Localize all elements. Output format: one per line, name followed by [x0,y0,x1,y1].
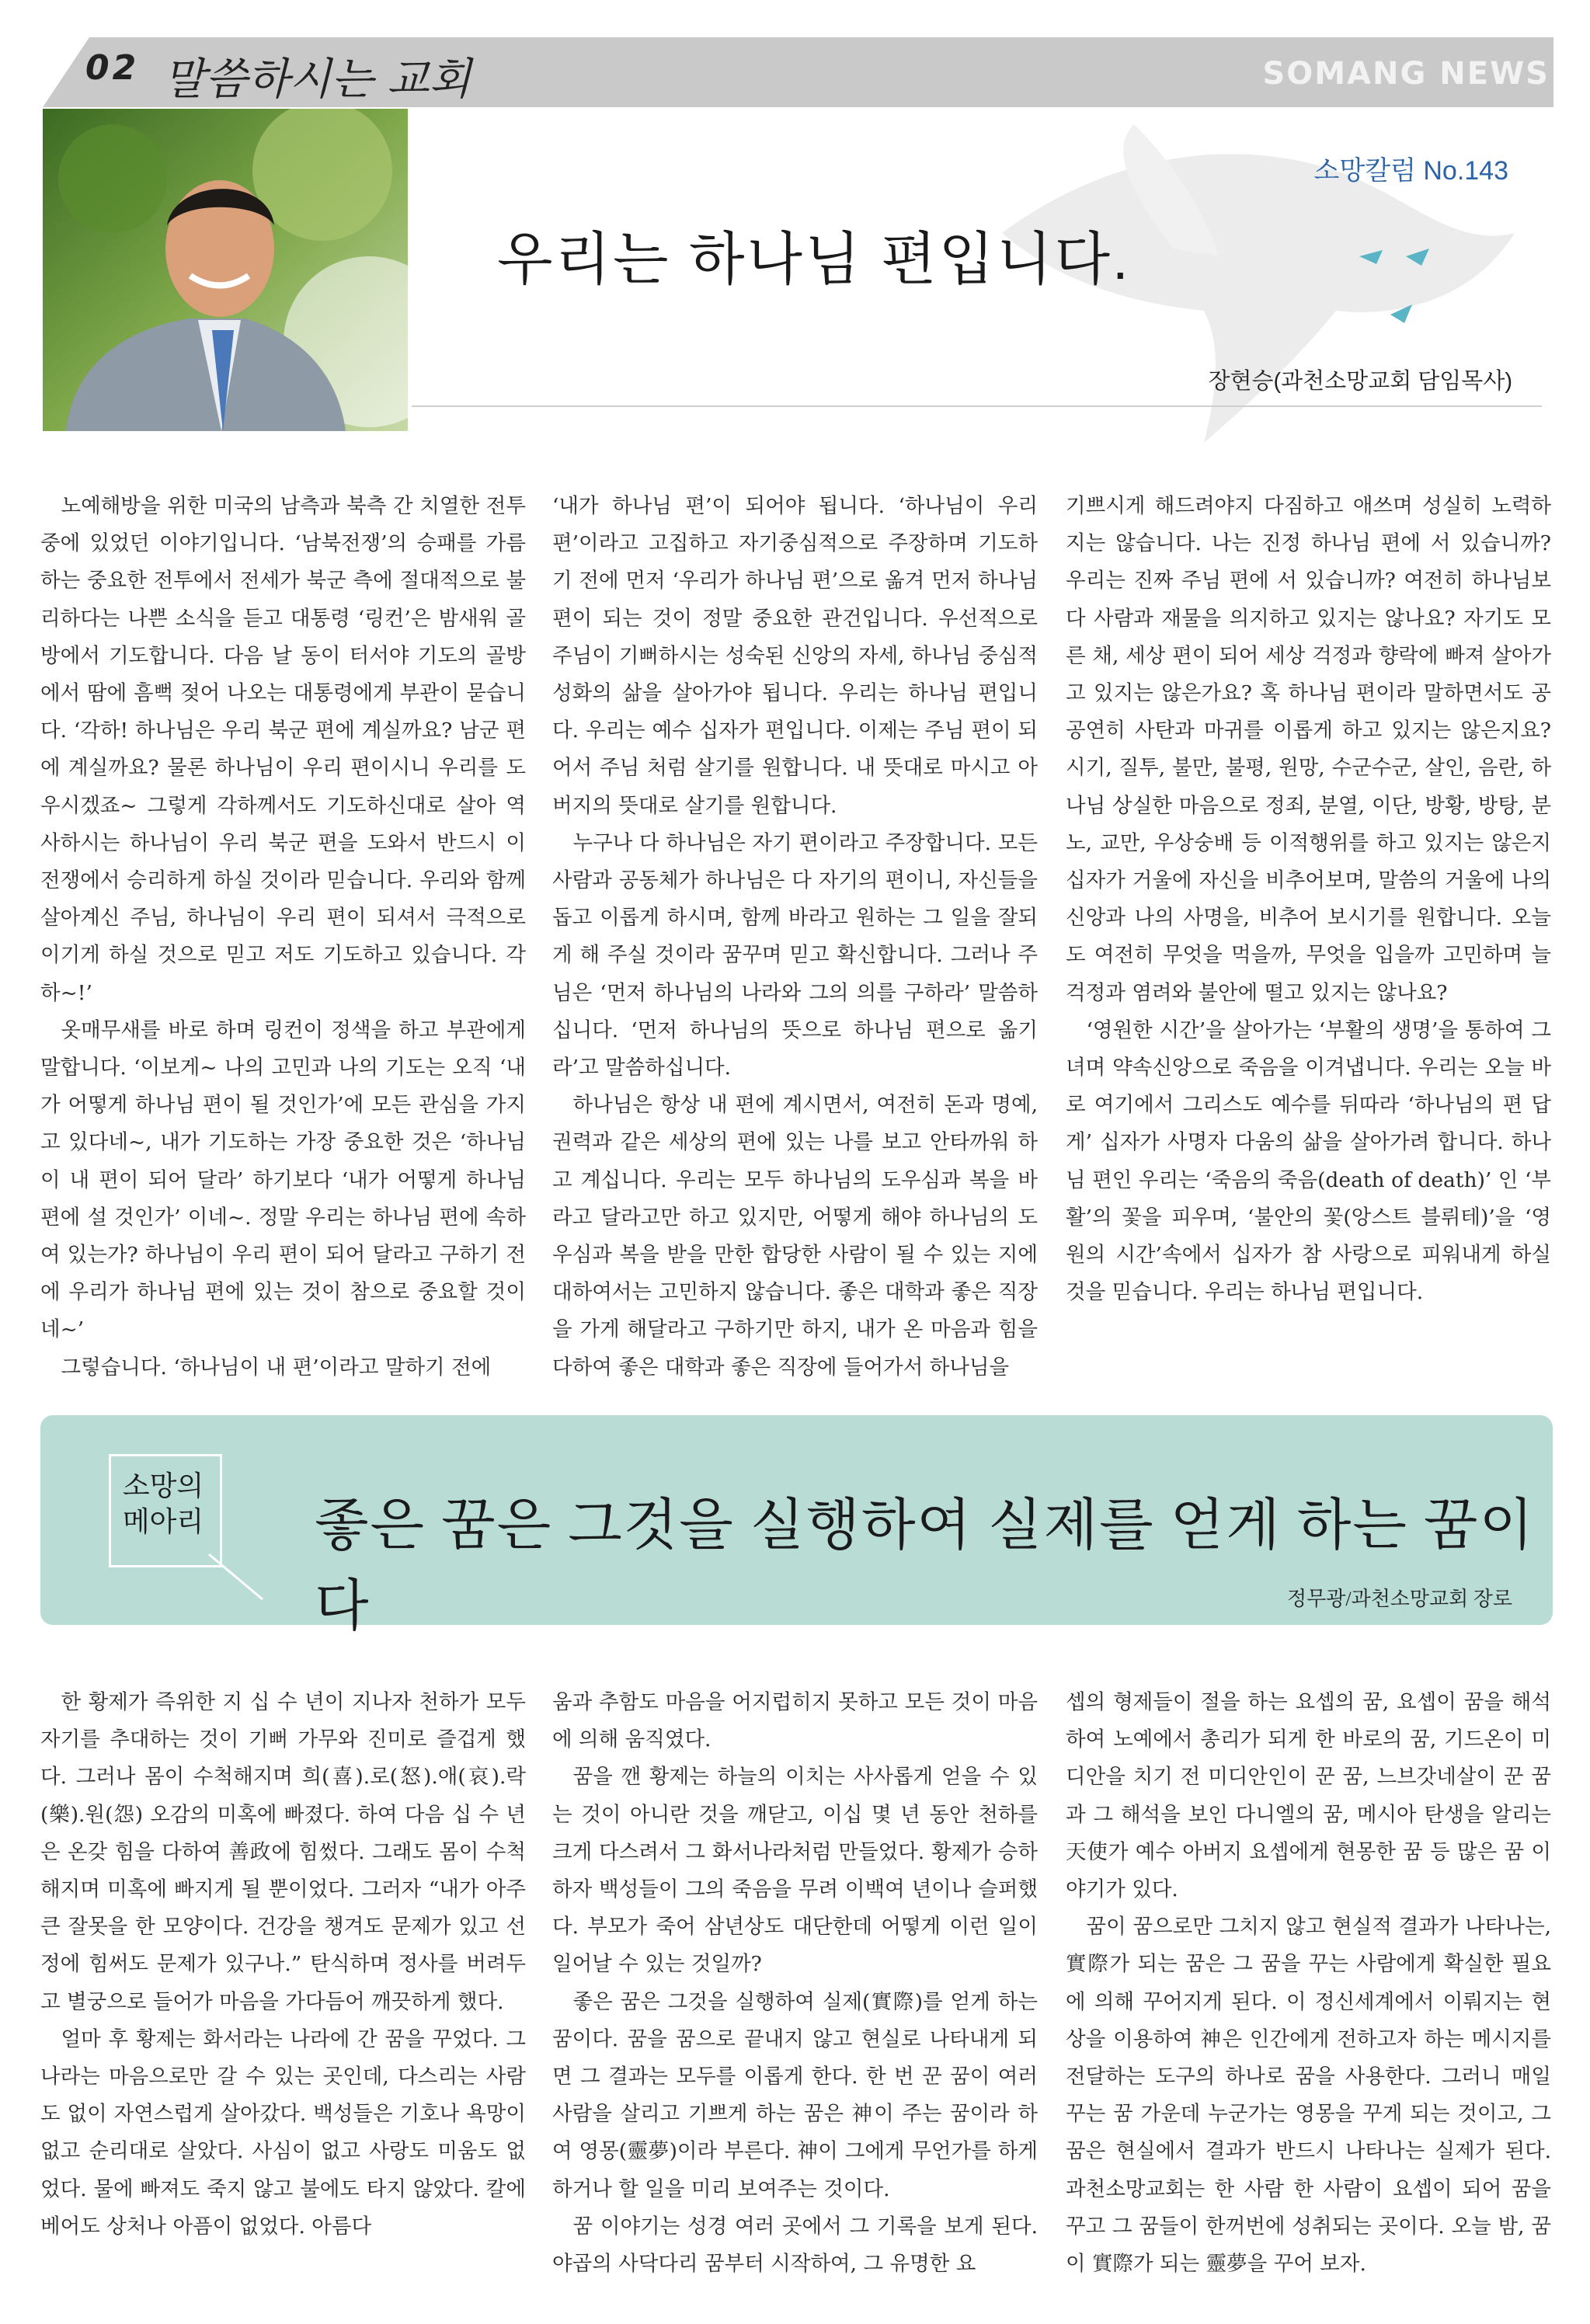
article2-title: 좋은 꿈은 그것을 실행하여 실제를 얻게 하는 꿈이다 [315,1494,1536,1637]
paragraph: 한 황제가 즉위한 지 십 수 년이 지나자 천하가 모두 자기를 추대하는 것이 기뻐 가무와 진미로 즐겁게 했다. 그러나 몸이 수척해지며 희(喜).로(怒).애(哀).락(樂).원(怨) 오감의 미혹에 빠졌다. 하여 다음 십 수 년은 온갖 힘을 다하여 善政에 힘썼다. 그래도 몸이 수척해지며 미혹에 빠지게 될 뿐이었다. 그러자 “내가 아주 큰 잘못을 한 모양이다. 건강을 챙겨도 문제가 있고 선정에 힘써도 문제가 있구나.” 탄식하며 정사를 버려두고 별궁으로 들어가 마음을 가다듬어 깨끗하게 했다. [40,1690,526,2014]
paragraph: 기쁘시게 해드려야지 다짐하고 애쓰며 성실히 노력하지는 않습니다. 나는 진정 하나님 편에 서 있습니까? 우리는 진짜 주님 편에 서 있습니까? 여전히 하나님보다 사람과 재물을 의지하고 있지는 않나요? 자기도 모른 채, 세상 편이 되어 세상 걱정과 향락에 빠져 살아가고 있지는 않은가요? 혹 하나님 편이라 말하면서도 공공연히 사탄과 마귀를 이롭게 하고 있지는 않은지요? 시기, 질투, 불만, 불평, 원망, 수군수군, 살인, 음란, 하나님 상실한 마음으로 정죄, 분열, 이단, 방황, 방탕, 분노, 교만, 우상숭배 등 이적행위를 하고 있지는 않은지 십자가 거울에 자신을 비추어보며, 말씀의 거울에 나의 신앙과 나의 사명을, 비추어 보시기를 원합니다. 오늘도 여전히 무엇을 먹을까, 무엇을 입을까 고민하며 늘 걱정과 염려와 불안에 떨고 있지는 않나요? [1066,494,1551,1005]
article-author: 장현승(과천소망교회 담임목사) [1208,369,1512,394]
article-column-2 [552,488,1038,1386]
paragraph: 꿈을 깬 황제는 하늘의 이치는 사사롭게 얻을 수 있는 것이 아니란 것을 깨닫고, 이십 몇 년 동안 천하를 크게 다스려서 그 화서나라처럼 만들었다. 황제가 승하하자 백성들이 그의 죽음을 무려 이백여 년이나 슬퍼했다. 부모가 죽어 삼년상도 대단한데 어떻게 이런 일이 일어날 수 있는 것일까? [552,1765,1038,1977]
paragraph: 꿈 이야기는 성경 여러 곳에서 그 기록을 보게 된다. 야곱의 사닥다리 꿈부터 시작하여, 그 유명한 요 [552,2214,1038,2277]
article-title: 우리는 하나님 편입니다. [497,227,1131,291]
article2-column-1 [40,1684,526,2246]
article2-column-3 [1066,1684,1551,2283]
pastor-portrait [43,109,408,431]
paragraph: 누구나 다 하나님은 자기 편이라고 주장합니다. 모든 사람과 공동체가 하나님은 다 자기의 편이니, 자신들을 돕고 이롭게 하시며, 함께 바라고 원하는 그 일을 잘되게 해 주실 것이라 꿈꾸며 믿고 확신합니다. 그러나 주님은 ‘먼저 하나님의 나라와 그의 의를 구하라’ 말씀하십니다. ‘먼저 하나님의 뜻으로 하나님 편으로 옮기라’고 말씀하십니다. [552,830,1038,1080]
header-notch [43,37,89,107]
paragraph: 그렇습니다. ‘하나님이 내 편’이라고 말하기 전에 [61,1355,492,1379]
column-number: 소망칼럼 No.143 [1313,156,1508,186]
masthead-logo: SOMANG NEWS [1262,56,1550,92]
paragraph: 셉의 형제들이 절을 하는 요셉의 꿈, 요셉이 꿈을 해석하여 노예에서 총리가 되게 한 바로의 꿈, 기드온이 미디안을 치기 전 미디안인이 꾼 꿈, 느브갓네살이 꾼 꿈과 그 해석을 보인 다니엘의 꿈, 메시아 탄생을 알리는 天使가 예수 아버지 요셉에게 현몽한 꿈 등 많은 꿈 이야기가 있다. [1066,1690,1551,1902]
birds-graphic [1352,241,1453,342]
paragraph: 움과 추함도 마음을 어지럽히지 못하고 모든 것이 마음에 의해 움직였다. [552,1690,1038,1752]
article-column-3 [1066,488,1551,1311]
section-name: 말씀하시는 교회 [163,54,471,105]
paragraph: 얼마 후 황제는 화서라는 나라에 간 꿈을 꾸었다. 그 나라는 마음으로만 갈 수 있는 곳인데, 다스리는 사람도 없이 자연스럽게 살아갔다. 백성들은 기호나 욕망이 없고 순리대로 살았다. 사심이 없고 사랑도 미움도 없었다. 물에 빠져도 죽지 않고 불에도 타지 않았다. 칼에 베어도 상처나 아픔이 없었다. 아름다 [40,2027,526,2239]
paragraph: 꿈이 꿈으로만 그치지 않고 현실적 결과가 나타나는, 實際가 되는 꿈은 그 꿈을 꾸는 사람에게 확실한 필요에 의해 꾸어지게 된다. 이 정신세계에서 이뤄지는 현상을 이용하여 神은 인간에게 전하고자 하는 메시지를 전달하는 도구의 하나로 꿈을 사용한다. 그러니 매일 꾸는 꿈 가운데 누군가는 영몽을 꾸게 되는 것이고, 그 꿈은 현실에서 결과가 반드시 나타나는 실제가 된다. 과천소망교회는 한 사람 한 사람이 요셉이 되어 꿈을 꾸고 그 꿈들이 한꺼번에 성취되는 곳이다. 오늘 밤, 꿈이 實際가 되는 靈夢을 꾸어 보자. [1066,1915,1551,2277]
page-number: 02 [85,48,140,88]
article-column-1 [40,488,526,1386]
paragraph: 좋은 꿈은 그것을 실행하여 실제(實際)를 얻게 하는 꿈이다. 꿈을 꿈으로 끝내지 않고 현실로 나타내게 되면 그 결과는 모두를 이롭게 한다. 한 번 꾼 꿈이 여러 사람을 살리고 기쁘게 하는 꿈은 神이 주는 꿈이라 하여 영몽(靈夢)이라 부른다. 神이 그에게 무언가를 하게 하거나 할 일을 미리 보여주는 것이다. [552,1989,1038,2201]
paragraph: ‘영원한 시간’을 살아가는 ‘부활의 생명’을 통하여 그녀며 약속신앙으로 죽음을 이겨냅니다. 우리는 오늘 바로 여기에서 그리스도 예수를 뒤따라 ‘하나님의 편 답게’ 십자가 사명자 다움의 삶을 살아가려 합니다. 하나님 편인 우리는 ‘죽음의 죽음(death of death)’ 인 ‘부활’의 꽃을 피우며, ‘불안의 꽃(앙스트 블뤼테)’을 ‘영원의 시간’속에서 십자가 참 사랑으로 피워내게 하실 것을 믿습니다. 우리는 하나님 편입니다. [1066,1018,1551,1305]
section-label-line2: 메아리 [122,1505,204,1537]
section-label [117,1468,210,1539]
paragraph: ‘내가 하나님 편’이 되어야 됩니다. ‘하나님이 우리 편’이라고 고집하고 자기중심적으로 주장하며 기도하기 전에 먼저 ‘우리가 하나님 편’으로 옮겨 먼저 하나님 편이 되는 것이 정말 중요한 관건입니다. 우선적으로 주님이 기뻐하시는 성숙된 신앙의 자세, 하나님 중심적 성화의 삶을 살아가야 됩니다. 우리는 하나님 편입니다. 우리는 예수 십자가 편입니다. 이제는 주님 편이 되어서 주님 처럼 살기를 원합니다. 내 뜻대로 마시고 아버지의 뜻대로 살기를 원합니다. [552,494,1038,818]
article2-author: 정무광/과천소망교회 장로 [1287,1588,1512,1610]
paragraph: 하나님은 항상 내 편에 계시면서, 여전히 돈과 명예, 권력과 같은 세상의 편에 있는 나를 보고 안타까워 하고 계십니다. 우리는 모두 하나님의 도우심과 복을 바라고 달라고만 하고 있지만, 어떻게 해야 하나님의 도우심과 복을 받을 만한 합당한 사람이 될 수 있는 지에 대하여서는 고민하지 않습니다. 좋은 대학과 좋은 직장을 가게 해달라고 구하기만 하지, 내가 온 마음과 힘을 다하여 좋은 대학과 좋은 직장에 들어가서 하나님을 [552,1093,1038,1379]
paragraph: 옷매무새를 바로 하며 링컨이 정색을 하고 부관에게 말합니다. ‘이보게~ 나의 고민과 나의 기도는 오직 ‘내가 어떻게 하나님 편이 될 것인가’에 모든 관심을 가지고 있다네~, 내가 기도하는 가장 중요한 것은 ‘하나님이 내 편이 되어 달라’ 하기보다 ‘내가 어떻게 하나님 편에 설 것인가’ 이네~. 정말 우리는 하나님 편에 속하여 있는가? 하나님이 우리 편이 되어 달라고 구하기 전에 우리가 하나님 편에 있는 것이 참으로 중요할 것이네~’ [40,1018,526,1342]
section-label-line1: 소망의 [122,1470,204,1501]
divider [412,405,1542,407]
paragraph: 노예해방을 위한 미국의 남측과 북측 간 치열한 전투 중에 있었던 이야기입니다. ‘남북전쟁’의 승패를 가름하는 중요한 전투에서 전세가 북군 측에 절대적으로 불리하다는 나쁜 소식을 듣고 대통령 ‘링컨’은 밤새워 골방에서 기도합니다. 다음 날 동이 터서야 기도의 골방에서 땀에 흠뻑 젖어 나오는 대통령에게 부관이 묻습니다. ‘각하! 하나님은 우리 북군 편에 계실까요? 남군 편에 계실까요? 물론 하나님이 우리 편이시니 우리를 도우시겠죠~ 그렇게 각하께서도 기도하신대로 살아 역사하시는 하나님이 우리 북군 편을 도와서 반드시 이 전쟁에서 승리하게 하실 것이라 믿습니다. 우리와 함께 살아계신 주님, 하나님이 우리 편이 되셔서 극적으로 이기게 하실 것으로 믿고 저도 기도하고 있습니다. 각하~!’ [40,494,526,1005]
article2-column-2 [552,1684,1038,2283]
